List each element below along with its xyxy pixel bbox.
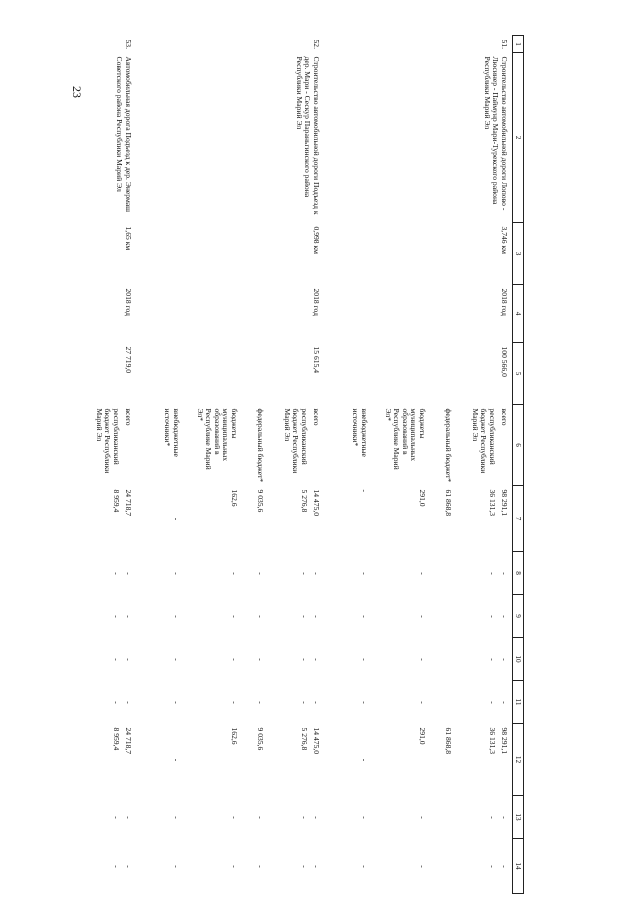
row-number: 53. bbox=[124, 39, 133, 49]
value-cell: - bbox=[312, 658, 321, 661]
value-cell: - bbox=[312, 572, 321, 575]
value-cell: - bbox=[300, 572, 309, 575]
source-name: всего bbox=[124, 408, 133, 426]
page-number: 23 bbox=[70, 86, 84, 98]
header-cell: 3 bbox=[513, 223, 524, 285]
source-name: федеральный бюджет* bbox=[444, 408, 453, 483]
value-cell: - bbox=[312, 865, 321, 868]
table-row bbox=[136, 36, 324, 894]
col7-values bbox=[324, 486, 513, 552]
col7-values bbox=[136, 486, 324, 552]
value-cell: - bbox=[360, 615, 369, 618]
value-cell: - bbox=[256, 615, 265, 618]
value-cell: 61 868,8 bbox=[444, 489, 453, 517]
col14-values bbox=[136, 839, 324, 894]
source-name: бюджеты муниципальных образований в Республике Марий Эл* bbox=[384, 408, 427, 470]
value-cell: 9 035,6 bbox=[256, 727, 265, 751]
value-cell: - bbox=[256, 658, 265, 661]
header-cell: 9 bbox=[513, 595, 524, 638]
value-cell: - bbox=[172, 758, 181, 762]
col9-values bbox=[324, 595, 513, 638]
value-cell: - bbox=[488, 865, 497, 868]
value-cell: 162,6 bbox=[230, 727, 239, 745]
value-cell: - bbox=[172, 572, 181, 575]
value-cell: 291,0 bbox=[418, 727, 427, 745]
header-cell: 6 bbox=[513, 405, 524, 486]
header-cell: 11 bbox=[513, 681, 524, 724]
value-cell: - bbox=[488, 615, 497, 618]
source-name: республиканский бюджет Республики Марий Эл bbox=[95, 408, 121, 474]
value-cell: - bbox=[500, 615, 509, 618]
header-cell: 5 bbox=[513, 343, 524, 405]
value-cell: - bbox=[418, 572, 427, 575]
value-cell: 8 959,4 bbox=[112, 489, 121, 513]
value-cell: - bbox=[230, 865, 239, 868]
object-name: Строительство автомобильной дороги Подъезд к дер. Мари - Сескур Параньгинского района Республики Марий Эл bbox=[295, 56, 321, 215]
funding-sources bbox=[76, 405, 136, 486]
value-cell: - bbox=[172, 615, 181, 618]
col12-values bbox=[136, 724, 324, 796]
object-year: 2018 год bbox=[312, 288, 321, 316]
value-cell: - bbox=[112, 865, 121, 868]
header-cell: 12 bbox=[513, 724, 524, 796]
object-length: 3,746 км bbox=[500, 226, 509, 254]
value-cell: - bbox=[360, 865, 369, 868]
value-cell: - bbox=[172, 865, 181, 868]
value-cell: 291,0 bbox=[418, 489, 427, 507]
source-name: республиканский бюджет Республики Марий Эл bbox=[471, 408, 497, 474]
value-cell: - bbox=[360, 816, 369, 819]
object-length: 0,998 км bbox=[312, 226, 321, 254]
value-cell: - bbox=[312, 701, 321, 704]
col9-values bbox=[136, 595, 324, 638]
program-table bbox=[76, 35, 524, 894]
value-cell: - bbox=[230, 816, 239, 819]
value-cell: - bbox=[360, 658, 369, 661]
value-cell: 61 868,8 bbox=[444, 727, 453, 755]
source-name: всего bbox=[500, 408, 509, 426]
value-cell: - bbox=[360, 572, 369, 575]
value-cell bbox=[426, 843, 452, 891]
header-cell: 1 bbox=[513, 36, 524, 53]
value-cell: - bbox=[124, 615, 133, 618]
header-cell: 8 bbox=[513, 552, 524, 595]
value-cell: 36 131,3 bbox=[488, 727, 497, 755]
col11-values bbox=[324, 681, 513, 724]
value-cell: - bbox=[360, 758, 369, 762]
value-cell: - bbox=[230, 572, 239, 575]
value-cell: - bbox=[230, 658, 239, 661]
value-cell bbox=[426, 800, 452, 836]
value-cell: - bbox=[256, 701, 265, 704]
value-cell: 36 131,3 bbox=[488, 489, 497, 517]
value-cell: - bbox=[418, 701, 427, 704]
value-cell: 162,6 bbox=[230, 489, 239, 507]
value-cell: - bbox=[418, 658, 427, 661]
object-year: 2018 год bbox=[124, 288, 133, 316]
value-cell: - bbox=[124, 701, 133, 704]
funding-sources bbox=[324, 405, 513, 486]
value-cell: - bbox=[172, 816, 181, 819]
object-cost: 27 719,0 bbox=[124, 346, 133, 374]
value-cell: 5 276,8 bbox=[300, 727, 309, 751]
header-cell: 4 bbox=[513, 285, 524, 343]
source-name: бюджеты муниципальных образований в Республике Марий Эл* bbox=[196, 408, 239, 470]
col10-values bbox=[136, 638, 324, 681]
value-cell: - bbox=[172, 701, 181, 704]
col13-values bbox=[324, 796, 513, 839]
value-cell: 5 276,8 bbox=[300, 489, 309, 513]
value-cell: - bbox=[112, 615, 121, 618]
value-cell: 24 718,7 bbox=[124, 727, 133, 755]
value-cell bbox=[426, 556, 452, 592]
value-cell: - bbox=[488, 816, 497, 819]
col14-values bbox=[76, 839, 136, 894]
col11-values bbox=[136, 681, 324, 724]
value-cell: - bbox=[488, 701, 497, 704]
value-cell: - bbox=[488, 658, 497, 661]
source-name: всего bbox=[312, 408, 321, 426]
header-cell: 10 bbox=[513, 638, 524, 681]
col12-values bbox=[324, 724, 513, 796]
value-cell: 14 475,0 bbox=[312, 727, 321, 755]
value-cell bbox=[426, 685, 452, 721]
value-cell: - bbox=[500, 816, 509, 819]
object-cost: 15 615,4 bbox=[312, 346, 321, 374]
value-cell: - bbox=[112, 816, 121, 819]
value-cell: - bbox=[230, 615, 239, 618]
col8-values bbox=[136, 552, 324, 595]
source-name: внебюджетные источники* bbox=[351, 408, 369, 457]
value-cell: - bbox=[256, 572, 265, 575]
value-cell: - bbox=[112, 658, 121, 661]
header-cell: 7 bbox=[513, 486, 524, 552]
row-number: 52. bbox=[312, 39, 321, 49]
value-cell: 98 291,1 bbox=[500, 489, 509, 517]
col8-values bbox=[76, 552, 136, 595]
table-row bbox=[76, 36, 136, 894]
value-cell: 9 035,6 bbox=[256, 489, 265, 513]
value-cell: - bbox=[300, 615, 309, 618]
value-cell: - bbox=[500, 572, 509, 575]
value-cell: - bbox=[172, 658, 181, 661]
col12-values bbox=[76, 724, 136, 796]
object-length: 1,65 км bbox=[124, 226, 133, 251]
rotated-table-page bbox=[95, 35, 524, 873]
col7-values bbox=[76, 486, 136, 552]
value-cell: - bbox=[172, 517, 181, 521]
value-cell: - bbox=[112, 701, 121, 704]
value-cell: - bbox=[300, 816, 309, 819]
table-row bbox=[324, 36, 513, 894]
value-cell: - bbox=[360, 489, 369, 493]
value-cell: - bbox=[360, 701, 369, 704]
object-cost: 100 566,0 bbox=[500, 346, 509, 377]
col9-values bbox=[76, 595, 136, 638]
object-name: Строительство автомобильной дороги Лопово - Люсинер - Паймунр Мари-Турекского района Республики Марий Эл bbox=[483, 56, 509, 211]
value-cell: - bbox=[300, 658, 309, 661]
col10-values bbox=[324, 638, 513, 681]
value-cell bbox=[426, 599, 452, 635]
value-cell: - bbox=[230, 701, 239, 704]
header-row bbox=[513, 36, 524, 894]
value-cell: - bbox=[312, 816, 321, 819]
value-cell: 14 475,0 bbox=[312, 489, 321, 517]
value-cell: - bbox=[500, 865, 509, 868]
col8-values bbox=[324, 552, 513, 595]
value-cell: - bbox=[488, 572, 497, 575]
value-cell: - bbox=[112, 572, 121, 575]
source-name: федеральный бюджет* bbox=[256, 408, 265, 483]
object-name: Автомобильная дорога Подъезд к дер. Энермаш Советского района Республики Марий Эл bbox=[115, 56, 133, 212]
value-cell: - bbox=[124, 865, 133, 868]
col13-values bbox=[136, 796, 324, 839]
object-year: 2018 год bbox=[500, 288, 509, 316]
source-name: республиканский бюджет Республики Марий Эл bbox=[283, 408, 309, 474]
col10-values bbox=[76, 638, 136, 681]
value-cell bbox=[426, 642, 452, 678]
value-cell: - bbox=[300, 701, 309, 704]
value-cell: - bbox=[418, 615, 427, 618]
value-cell: 8 959,4 bbox=[112, 727, 121, 751]
col13-values bbox=[76, 796, 136, 839]
value-cell: - bbox=[124, 572, 133, 575]
value-cell: 24 718,7 bbox=[124, 489, 133, 517]
row-number: 51. bbox=[500, 39, 509, 49]
value-cell: - bbox=[312, 615, 321, 618]
source-name: внебюджетные источники* bbox=[163, 408, 181, 457]
value-cell: - bbox=[418, 816, 427, 819]
header-cell: 14 bbox=[513, 839, 524, 894]
col11-values bbox=[76, 681, 136, 724]
header-cell: 13 bbox=[513, 796, 524, 839]
value-cell: - bbox=[256, 865, 265, 868]
col14-values bbox=[324, 839, 513, 894]
value-cell: - bbox=[300, 865, 309, 868]
value-cell: - bbox=[124, 658, 133, 661]
value-cell: - bbox=[500, 701, 509, 704]
value-cell: - bbox=[500, 658, 509, 661]
value-cell: - bbox=[124, 816, 133, 819]
value-cell: - bbox=[418, 865, 427, 868]
value-cell: 98 291,1 bbox=[500, 727, 509, 755]
value-cell: - bbox=[256, 816, 265, 819]
funding-sources bbox=[136, 405, 324, 486]
header-cell: 2 bbox=[513, 53, 524, 223]
